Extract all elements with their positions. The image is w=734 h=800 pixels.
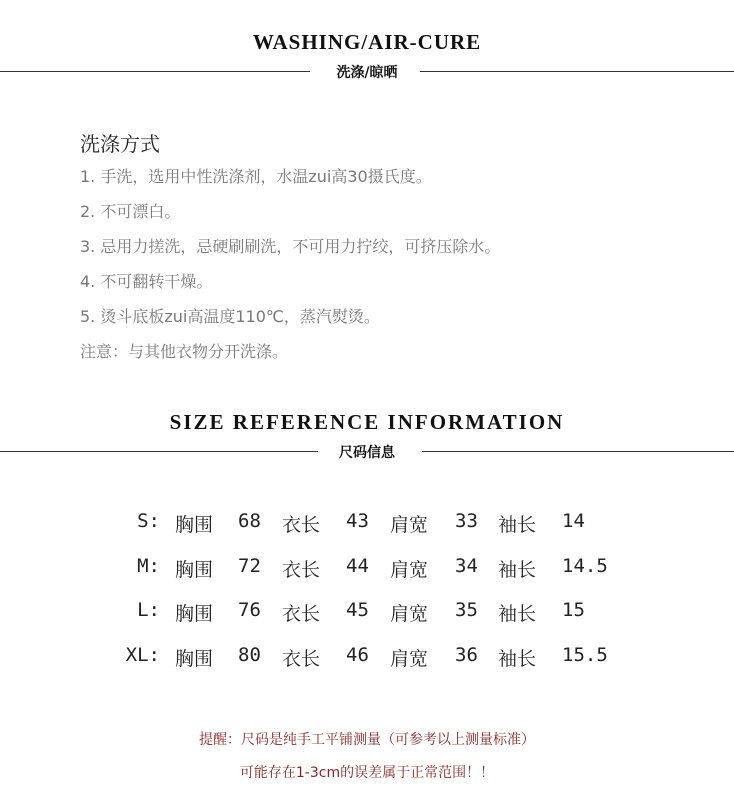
length-value: 45 bbox=[346, 599, 369, 621]
washing-item: 2. 不可漂白。 bbox=[80, 202, 181, 221]
shoulder-value: 34 bbox=[455, 555, 478, 577]
washing-instructions bbox=[80, 128, 700, 369]
chest-label: 胸围 bbox=[175, 559, 214, 581]
shoulder-value: 33 bbox=[455, 510, 478, 532]
length-value: 44 bbox=[346, 555, 369, 577]
sleeve-label: 袖长 bbox=[498, 648, 537, 670]
washing-item: 1. 手洗，选用中性洗涤剂，水温zui高30摄氏度。 bbox=[80, 167, 432, 186]
sleeve-value: 14.5 bbox=[562, 555, 608, 577]
reminder-line-2: 可能存在1-3cm的误差属于正常范围！！ bbox=[239, 765, 495, 781]
chest-value: 76 bbox=[238, 599, 261, 621]
size-divider bbox=[0, 441, 734, 461]
sleeve-value: 14 bbox=[562, 510, 585, 532]
shoulder-label: 肩宽 bbox=[390, 648, 429, 670]
size-title: SIZE REFERENCE INFORMATION bbox=[169, 410, 565, 434]
size-row-xl bbox=[0, 636, 734, 676]
shoulder-label: 肩宽 bbox=[390, 559, 429, 581]
chest-label: 胸围 bbox=[175, 603, 214, 625]
size-row-m bbox=[0, 547, 734, 587]
washing-divider bbox=[0, 61, 734, 81]
washing-list bbox=[80, 159, 700, 369]
washing-item: 4. 不可翻转干燥。 bbox=[80, 272, 213, 291]
sleeve-label: 袖长 bbox=[498, 559, 537, 581]
washing-note: 注意：与其他衣物分开洗涤。 bbox=[80, 342, 289, 361]
size-row-l bbox=[0, 591, 734, 631]
washing-heading: 洗涤方式 bbox=[80, 132, 160, 156]
sleeve-label: 袖长 bbox=[498, 514, 537, 536]
shoulder-value: 36 bbox=[455, 644, 478, 666]
chest-label: 胸围 bbox=[175, 648, 214, 670]
size-label: XL: bbox=[125, 644, 160, 666]
chest-value: 80 bbox=[238, 644, 261, 666]
chest-value: 68 bbox=[238, 510, 261, 532]
sleeve-value: 15.5 bbox=[562, 644, 608, 666]
length-label: 衣长 bbox=[282, 514, 321, 536]
size-row-s bbox=[0, 502, 734, 542]
divider-line-right bbox=[422, 451, 734, 452]
divider-line-right bbox=[420, 71, 734, 72]
chest-label: 胸围 bbox=[175, 514, 214, 536]
sleeve-label: 袖长 bbox=[498, 603, 537, 625]
washing-item: 5. 烫斗底板zui高温度110℃，蒸汽熨烫。 bbox=[80, 307, 380, 326]
size-label: M: bbox=[137, 555, 160, 577]
reminder-line-1: 提醒：尺码是纯手工平铺测量（可参考以上测量标准） bbox=[199, 732, 535, 748]
length-label: 衣长 bbox=[282, 603, 321, 625]
shoulder-label: 肩宽 bbox=[390, 514, 429, 536]
length-value: 43 bbox=[346, 510, 369, 532]
length-value: 46 bbox=[346, 644, 369, 666]
size-label: S: bbox=[137, 510, 160, 532]
washing-subtitle: 洗涤/晾晒 bbox=[336, 65, 398, 81]
length-label: 衣长 bbox=[282, 648, 321, 670]
size-subtitle: 尺码信息 bbox=[339, 445, 395, 461]
washing-item: 3. 忌用力搓洗，忌硬刷刷洗，不可用力拧绞，可挤压除水。 bbox=[80, 237, 501, 256]
chest-value: 72 bbox=[238, 555, 261, 577]
size-label: L: bbox=[137, 599, 160, 621]
sleeve-value: 15 bbox=[562, 599, 585, 621]
shoulder-value: 35 bbox=[455, 599, 478, 621]
length-label: 衣长 bbox=[282, 559, 321, 581]
shoulder-label: 肩宽 bbox=[390, 603, 429, 625]
washing-title: WASHING/AIR-CURE bbox=[252, 30, 482, 54]
